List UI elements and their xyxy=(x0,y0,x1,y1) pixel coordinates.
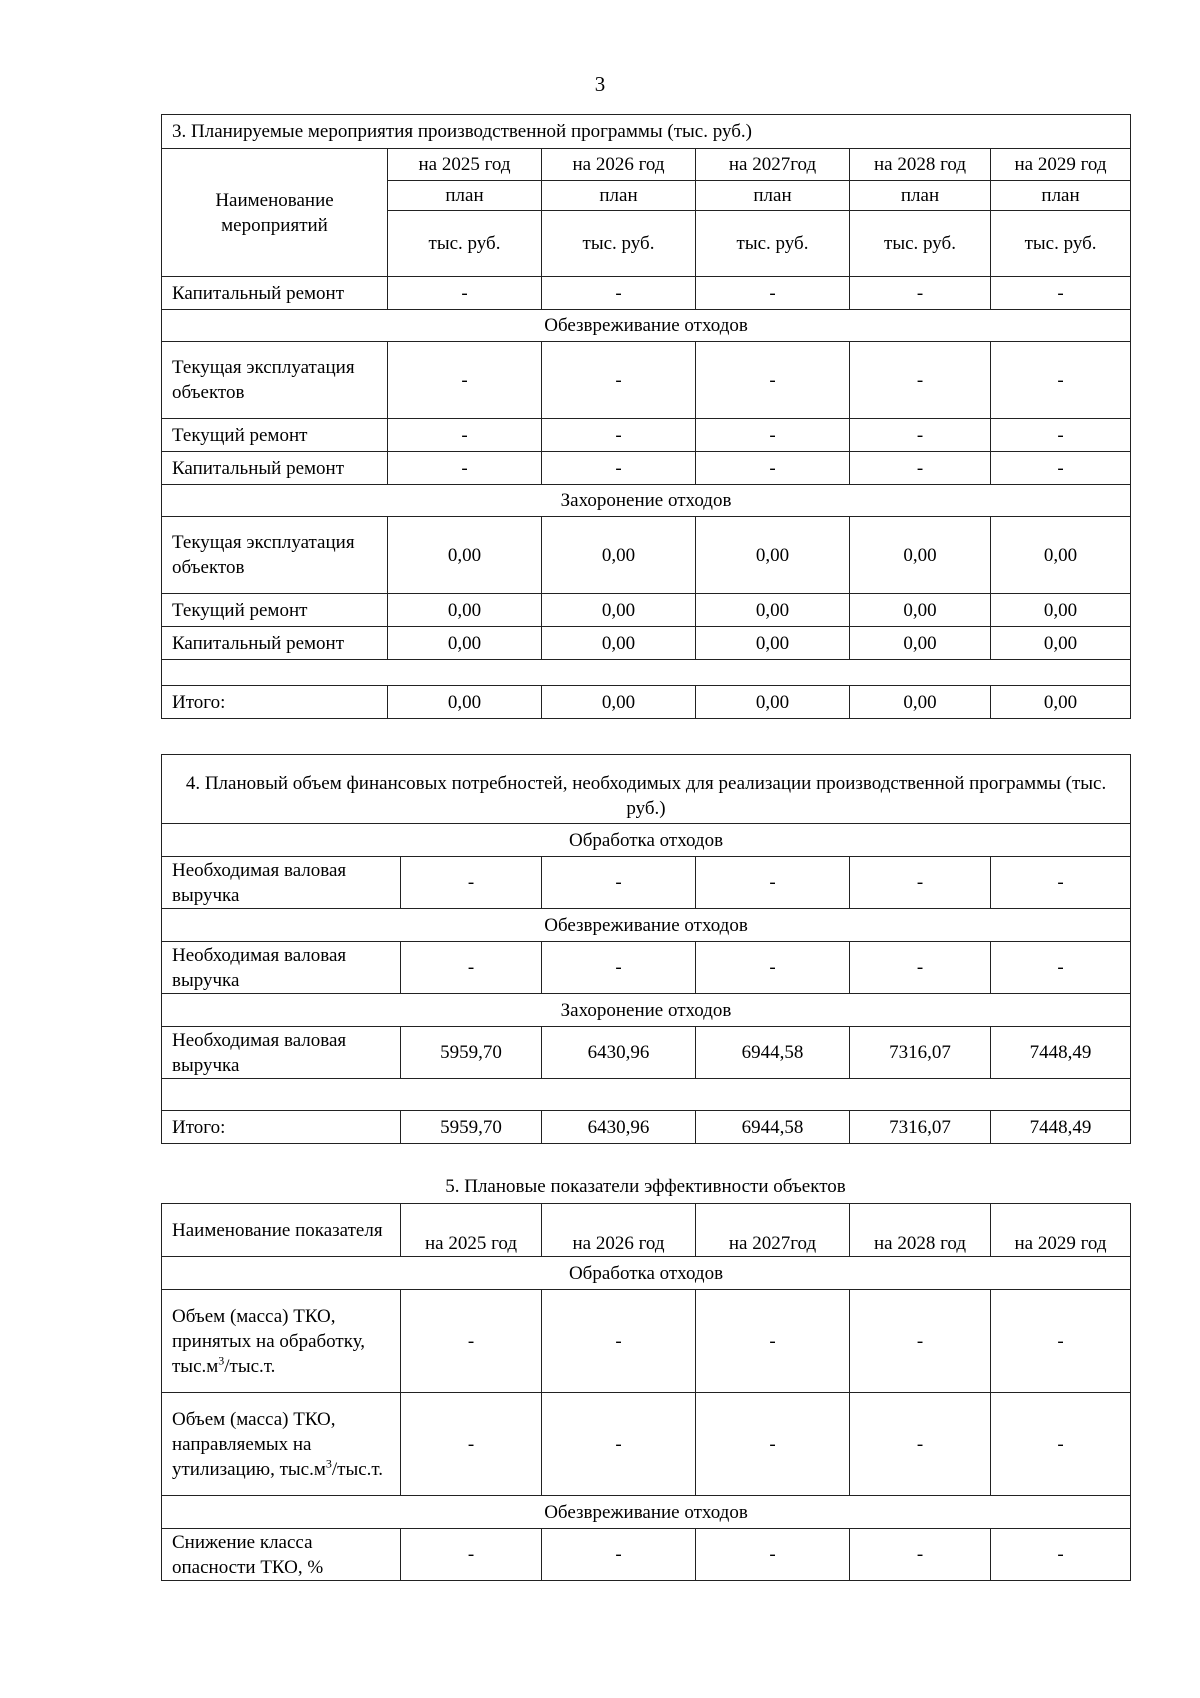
row-label: Капитальный ремонт xyxy=(162,627,388,660)
table3-name-header: Наименование мероприятий xyxy=(162,149,388,277)
cell-value: 0,00 xyxy=(850,594,991,627)
total-value: 0,00 xyxy=(991,686,1131,719)
cell-value: - xyxy=(850,942,991,994)
row-label-text: Объем (масса) ТКО, направляемых на утилизацию, xyxy=(172,1408,336,1480)
cell-value: - xyxy=(850,1529,991,1581)
cell-value: - xyxy=(401,942,542,994)
cell-value: - xyxy=(991,1290,1131,1393)
unit-label: тыс. руб. xyxy=(850,211,991,277)
plan-label: план xyxy=(850,181,991,211)
table-row xyxy=(162,942,1131,994)
table-row xyxy=(162,627,1131,660)
cell-value: - xyxy=(401,857,542,909)
row-label: Снижение класса опасности ТКО, % xyxy=(162,1529,401,1581)
cell-value: 5959,70 xyxy=(401,1027,542,1079)
cell-value: - xyxy=(542,419,696,452)
row-label: Необходимая валовая выручка xyxy=(162,1027,401,1079)
section-header: Захоронение отходов xyxy=(162,994,1131,1027)
cell-value: - xyxy=(850,1393,991,1496)
cell-value: - xyxy=(388,277,542,310)
total-value: 0,00 xyxy=(850,686,991,719)
total-value: 7316,07 xyxy=(850,1111,991,1144)
cell-value: - xyxy=(388,419,542,452)
unit-label: тыс. руб. xyxy=(696,211,850,277)
total-value: 6944,58 xyxy=(696,1111,850,1144)
year-header: на 2026 год xyxy=(542,149,696,181)
row-label xyxy=(162,1290,401,1393)
total-label: Итого: xyxy=(162,686,388,719)
row-unit: $тыс.м^3/тыс.т$. xyxy=(172,1353,276,1377)
row-label-text: Объем (масса) ТКО, принятых на обработку, xyxy=(172,1305,366,1352)
cell-value: 0,00 xyxy=(991,517,1131,594)
year-header: на 2029 год xyxy=(991,1204,1131,1257)
cell-value: 0,00 xyxy=(388,627,542,660)
table-row xyxy=(162,419,1131,452)
cell-value: - xyxy=(696,857,850,909)
cell-value: - xyxy=(542,342,696,419)
table-row xyxy=(162,1027,1131,1079)
table-row xyxy=(162,1290,1131,1393)
cell-value: 6944,58 xyxy=(696,1027,850,1079)
spacer-row xyxy=(162,1079,1131,1111)
financial-needs-table xyxy=(161,754,1131,1144)
plan-label: план xyxy=(388,181,542,211)
table-row xyxy=(162,1393,1131,1496)
cell-value: - xyxy=(991,1393,1131,1496)
cell-value: - xyxy=(991,342,1131,419)
cell-value: 0,00 xyxy=(388,517,542,594)
cell-value: - xyxy=(542,857,696,909)
planned-activities-table xyxy=(161,114,1131,719)
table-row xyxy=(162,452,1131,485)
table-row xyxy=(162,517,1131,594)
cell-value: - xyxy=(542,277,696,310)
plan-label: план xyxy=(696,181,850,211)
cell-value: 0,00 xyxy=(696,627,850,660)
cell-value: - xyxy=(850,1290,991,1393)
row-label: Текущий ремонт xyxy=(162,594,388,627)
section-header: Обработка отходов xyxy=(162,824,1131,857)
cell-value: - xyxy=(696,942,850,994)
cell-value: - xyxy=(850,277,991,310)
row-label: Текущая эксплуатация объектов xyxy=(162,342,388,419)
cell-value: - xyxy=(696,419,850,452)
year-header: на 2026 год xyxy=(542,1204,696,1257)
section-header: Обработка отходов xyxy=(162,1257,1131,1290)
cell-value: 0,00 xyxy=(696,517,850,594)
cell-value: - xyxy=(542,1393,696,1496)
cell-value: 0,00 xyxy=(542,594,696,627)
total-value: 5959,70 xyxy=(401,1111,542,1144)
total-value: 6430,96 xyxy=(542,1111,696,1144)
row-label xyxy=(162,1393,401,1496)
total-row xyxy=(162,1111,1131,1144)
cell-value: - xyxy=(991,419,1131,452)
year-header: на 2027год xyxy=(696,149,850,181)
total-value: 7448,49 xyxy=(991,1111,1131,1144)
cell-value: 6430,96 xyxy=(542,1027,696,1079)
page-number: 3 xyxy=(594,72,606,96)
cell-value: 7316,07 xyxy=(850,1027,991,1079)
cell-value: - xyxy=(850,857,991,909)
table-row xyxy=(162,594,1131,627)
year-header: на 2027год xyxy=(696,1204,850,1257)
table4-title: 4. Плановый объем финансовых потребностей, необходимых для реализации производственной программы (тыс. руб.) xyxy=(162,755,1131,824)
cell-value: 0,00 xyxy=(542,627,696,660)
cell-value: 0,00 xyxy=(696,594,850,627)
plan-label: план xyxy=(542,181,696,211)
table-row xyxy=(162,1529,1131,1581)
cell-value: 0,00 xyxy=(542,517,696,594)
unit-label: тыс. руб. xyxy=(542,211,696,277)
row-label: Текущая эксплуатация объектов xyxy=(162,517,388,594)
cell-value: - xyxy=(991,1529,1131,1581)
year-header: на 2025 год xyxy=(401,1204,542,1257)
cell-value: - xyxy=(991,857,1131,909)
total-row xyxy=(162,686,1131,719)
cell-value: - xyxy=(696,1529,850,1581)
spacer-row xyxy=(162,660,1131,686)
cell-value: - xyxy=(696,277,850,310)
cell-value: - xyxy=(542,452,696,485)
total-label: Итого: xyxy=(162,1111,401,1144)
section-header: Захоронение отходов xyxy=(162,485,1131,517)
cell-value: 0,00 xyxy=(991,627,1131,660)
section-header: Обезвреживание отходов xyxy=(162,1496,1131,1529)
table-row xyxy=(162,277,1131,310)
cell-value: - xyxy=(850,342,991,419)
cell-value: - xyxy=(401,1393,542,1496)
cell-value: - xyxy=(991,277,1131,310)
cell-value: - xyxy=(850,419,991,452)
cell-value: - xyxy=(388,452,542,485)
table3-title: 3. Планируемые мероприятия производственной программы (тыс. руб.) xyxy=(162,115,1131,149)
year-header: на 2025 год xyxy=(388,149,542,181)
cell-value: 0,00 xyxy=(388,594,542,627)
section-header: Обезвреживание отходов xyxy=(162,909,1131,942)
plan-label: план xyxy=(991,181,1131,211)
section-header: Обезвреживание отходов xyxy=(162,310,1131,342)
efficiency-indicators-table xyxy=(161,1203,1131,1581)
cell-value: - xyxy=(991,452,1131,485)
cell-value: - xyxy=(542,1529,696,1581)
cell-value: 7448,49 xyxy=(991,1027,1131,1079)
total-value: 0,00 xyxy=(388,686,542,719)
row-label: Необходимая валовая выручка xyxy=(162,857,401,909)
row-label: Капитальный ремонт xyxy=(162,452,388,485)
cell-value: - xyxy=(542,1290,696,1393)
row-label: Капитальный ремонт xyxy=(162,277,388,310)
unit-label: тыс. руб. xyxy=(991,211,1131,277)
total-value: 0,00 xyxy=(696,686,850,719)
cell-value: - xyxy=(696,1393,850,1496)
cell-value: 0,00 xyxy=(850,627,991,660)
total-value: 0,00 xyxy=(542,686,696,719)
year-header: на 2028 год xyxy=(850,1204,991,1257)
cell-value: - xyxy=(401,1290,542,1393)
row-label: Текущий ремонт xyxy=(162,419,388,452)
unit-label: тыс. руб. xyxy=(388,211,542,277)
cell-value: - xyxy=(991,942,1131,994)
row-label: Необходимая валовая выручка xyxy=(162,942,401,994)
cell-value: - xyxy=(850,452,991,485)
cell-value: - xyxy=(388,342,542,419)
cell-value: - xyxy=(696,1290,850,1393)
cell-value: - xyxy=(696,452,850,485)
cell-value: - xyxy=(696,342,850,419)
table5-name-header: Наименование показателя xyxy=(162,1204,401,1257)
row-unit: $тыс.м^3/тыс.т$. xyxy=(279,1456,384,1480)
year-header: на 2028 год xyxy=(850,149,991,181)
cell-value: 0,00 xyxy=(991,594,1131,627)
table-row xyxy=(162,857,1131,909)
cell-value: 0,00 xyxy=(850,517,991,594)
table-row xyxy=(162,342,1131,419)
cell-value: - xyxy=(542,942,696,994)
cell-value: - xyxy=(401,1529,542,1581)
year-header: на 2029 год xyxy=(991,149,1131,181)
table5-title: 5. Плановые показатели эффективности объектов xyxy=(445,1176,846,1197)
